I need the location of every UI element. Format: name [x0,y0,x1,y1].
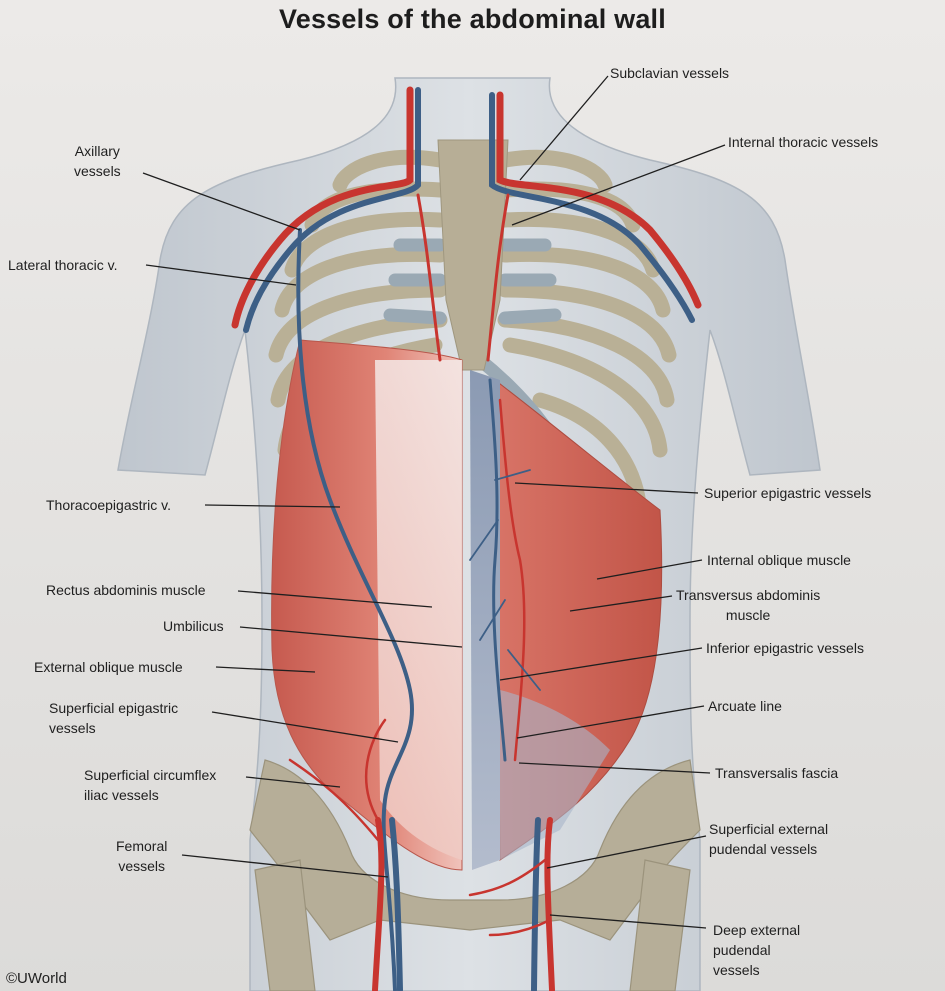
label-line: Femoral [116,838,168,854]
label-superficial-external-pudendal-vessels [709,819,828,859]
label-line: Transversus abdominis [676,587,821,603]
label-inferior-epigastric-vessels: Inferior epigastric vessels [706,640,864,656]
label-line: Axillary [74,143,120,159]
label-superficial-epigastric-vessels [49,698,178,738]
label-line: muscle [725,607,771,623]
label-line: vessels [118,858,166,874]
label-internal-oblique-muscle: Internal oblique muscle [707,552,851,568]
label-axillary-vessels [74,141,121,181]
label-line: pudendal [713,942,771,958]
label-line: Superficial epigastric [49,700,179,716]
label-transversalis-fascia: Transversalis fascia [715,765,839,781]
label-superior-epigastric-vessels: Superior epigastric vessels [704,485,872,501]
label-rectus-abdominis-muscle: Rectus abdominis muscle [46,582,206,598]
label-external-oblique-muscle: External oblique muscle [34,659,183,675]
label-line: vessels [713,962,760,978]
label-umbilicus: Umbilicus [163,618,224,634]
copyright: ©UWorld [6,970,67,987]
label-line: vessels [49,720,96,736]
label-internal-thoracic-vessels: Internal thoracic vessels [728,134,879,150]
label-line: iliac vessels [84,787,159,803]
label-transversus-abdominis-muscle [676,585,820,625]
label-deep-external-pudendal-vessels [713,920,800,980]
label-thoracoepigastric-v: Thoracoepigastric v. [46,497,172,513]
label-line: vessels [74,163,121,179]
label-line: Superficial circumflex [84,767,217,783]
label-superficial-circumflex-iliac-vessels [84,765,216,805]
label-line: Superficial external [709,821,829,837]
label-femoral-vessels [116,836,167,876]
label-arcuate-line: Arcuate line [708,698,782,714]
label-lateral-thoracic-v: Lateral thoracic v. [8,257,118,273]
label-line: Deep external [713,922,801,938]
label-line: pudendal vessels [709,841,818,857]
figure-title: Vessels of the abdominal wall [279,4,666,34]
label-subclavian-vessels: Subclavian vessels [610,65,730,81]
